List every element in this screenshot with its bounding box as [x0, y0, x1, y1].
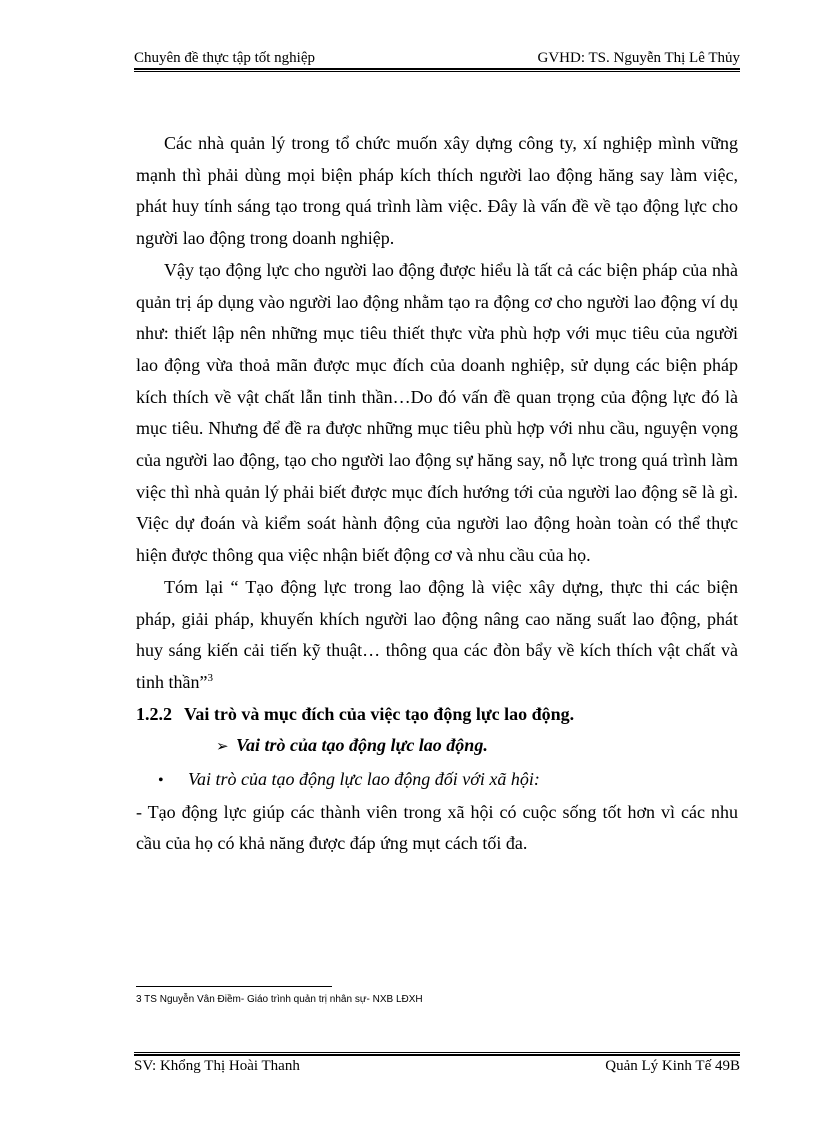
paragraph-3-text: Tóm lại “ Tạo động lực trong lao động là việc xây dựng, thực thi các biện pháp, giải pháp, khuyến khích người lao động nâng cao năng suất lao động, phát huy sáng kiến cải tiến kỹ thuật… thông qua các đòn bẩy về kích thích vật chất và tinh thần” [136, 576, 738, 692]
footnote-mark: 3 [136, 994, 142, 1005]
paragraph-2: Vậy tạo động lực cho người lao động được hiểu là tất cả các biện pháp của nhà quản trị áp dụng vào người lao động nhằm tạo ra động cơ cho người lao động ví dụ như: thiết lập nên những mục tiêu thiết thực vừa phù hợp với mục tiêu của người lao động vừa thoả mãn được mục đích của doanh nghiệp, sử dụng các biện pháp kích thích về vật chất lẫn tinh thần…Do đó vấn đề quan trọng của động lực đó là mục tiêu. Nhưng để đề ra được những mục tiêu phù hợp với nhu cầu, nguyện vọng của người lao động, tạo cho người lao động sự hăng say, nỗ lực trong quá trình làm việc thì nhà quản lý phải biết được mục đích hướng tới của người lao động sẽ là gì. Việc dự đoán và kiểm soát hành động của người lao động hoàn toàn có thể thực hiện được thông qua việc nhận biết động cơ và nhu cầu của họ. [136, 259, 738, 566]
bullet-text: Vai trò của tạo động lực lao động đối với xã hội: [188, 769, 540, 790]
body-text [136, 128, 738, 860]
subsection-title: Vai trò của tạo động lực lao động. [236, 735, 488, 756]
header-rule-thin [134, 71, 740, 72]
header-rule [134, 68, 740, 70]
footnote-separator [136, 986, 332, 987]
arrow-bullet-icon: ➢ [216, 739, 229, 756]
section-title: Vai trò và mục đích của việc tạo động lực lao động. [184, 703, 575, 724]
footer-rule [134, 1054, 740, 1056]
subsection-heading [136, 730, 738, 764]
paragraph-3 [136, 572, 738, 699]
page-header [134, 48, 740, 70]
footnote-text: TS Nguyễn Vân Điềm- Giáo trình quản trị nhân sự- NXB LĐXH [141, 994, 423, 1005]
paragraph-1: Các nhà quản lý trong tổ chức muốn xây dựng công ty, xí nghiệp mình vững mạnh thì phải dùng mọi biện pháp kích thích người lao động hăng say làm việc, phát huy tính sáng tạo trong quá trình làm việc. Đây là vấn đề về tạo động lực cho người lao động trong doanh nghiệp. [136, 133, 738, 249]
page-footer [134, 1058, 740, 1080]
footer-class: Quản Lý Kinh Tế 49B [605, 1058, 740, 1074]
bullet-dot-icon: • [158, 772, 164, 790]
bullet-item [136, 764, 738, 797]
footer-student: SV: Khổng Thị Hoài Thanh [134, 1058, 300, 1074]
section-heading [136, 699, 738, 731]
footnote-reference: 3 [207, 671, 213, 684]
header-title: Chuyên đề thực tập tốt nghiệp [134, 50, 316, 66]
footnote [136, 994, 738, 1005]
section-number: 1.2.2 [136, 703, 172, 724]
footer-rule-thin [134, 1052, 740, 1053]
dash-item: - Tạo động lực giúp các thành viên trong xã hội có cuộc sống tốt hơn vì các nhu cầu của họ có khả năng được đáp ứng mụt cách tối đa. [136, 801, 738, 854]
header-supervisor: GVHD: TS. Nguyễn Thị Lê Thủy [537, 50, 740, 66]
